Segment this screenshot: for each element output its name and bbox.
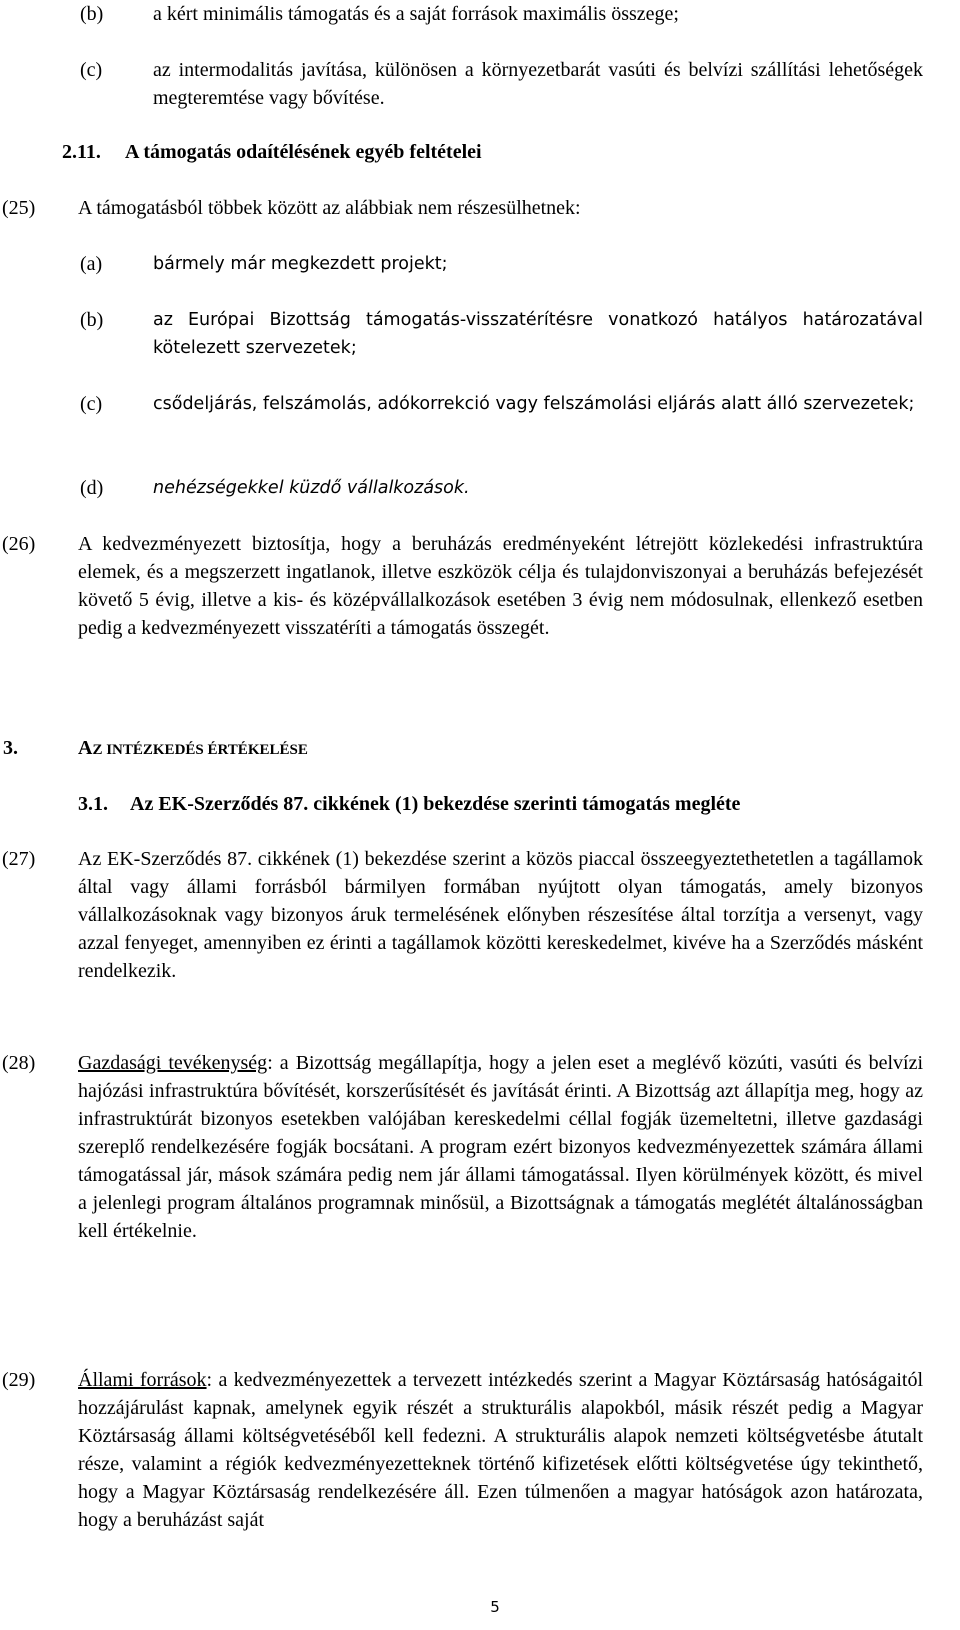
item-label: (b): [80, 309, 104, 331]
paragraph-text: A támogatásból többek között az alábbiak nem részesülhetnek:: [78, 197, 581, 219]
item-label: (d): [80, 477, 104, 499]
section-title: AZ INTÉZKEDÉS ÉRTÉKELÉSE: [78, 737, 308, 759]
section-number: 3.1.: [78, 793, 108, 815]
paragraph-text: Gazdasági tevékenység: a Bizottság megállapítja, hogy a jelen eset a meglévő közúti, vasúti és belvízi hajózási infrastruktúra bővítését, korszerűsítését és javítását érinti. A Bizottság azt állapítja meg, hogy az infrastruktúrát bizonyos esetekben valójában kereskedelmi céllal fogják üzemeltetni, illetve gazdasági szereplő rendelkezésére fogják bocsátani. A program ezért bizonyos kedvezményezettek számára állami támogatással jár, mások számára pedig nem jár állami támogatással. Ilyen körülmények között, és mivel a jelenlegi program általános programnak minősül, a Bizottságnak a támogatás meglétét általánosságban kell értékelnie.: [78, 1052, 923, 1242]
paragraph-number: (25): [2, 197, 36, 219]
paragraph-text: Az EK-Szerződés 87. cikkének (1) bekezdése szerint a közös piaccal összeegyeztethetetlen a tagállamok által vagy állami forrásból bármilyen formában nyújtott olyan támogatás, amely bizonyos vállalkozásoknak vagy bizonyos áruk termelésének előnyben részesítése által torzítja a versenyt, vagy azzal fenyeget, amennyiben ez érinti a tagállamok közötti kereskedelmet, kivéve ha a Szerződés másként rendelkezik.: [78, 848, 923, 982]
paragraph-heading: Állami források: [78, 1369, 207, 1391]
page-number: 5: [490, 1598, 500, 1616]
paragraph-text: A kedvezményezett biztosítja, hogy a beruházás eredményeként létrejött közlekedési infrastruktúra elemek, és a megszerzett ingatlanok, illetve eszközök célja és tulajdonviszonyai a beruházás befejezését követő 5 évig, illetve a kis- és középvállalkozások esetében 3 évig nem módosulnak, ellenkező esetben pedig a kedvezményezett visszatéríti a támogatás összegét.: [78, 533, 923, 639]
paragraph-heading: Gazdasági tevékenység: [78, 1052, 268, 1074]
item-label: (c): [80, 393, 103, 415]
section-number: 3.: [3, 737, 18, 759]
item-text: az Európai Bizottság támogatás-visszatérítésre vonatkozó hatályos határozatával kötelezett szervezetek;: [153, 310, 923, 358]
paragraph-number: (26): [2, 533, 36, 555]
paragraph-number: (27): [2, 848, 36, 870]
item-text: bármely már megkezdett projekt;: [153, 254, 448, 274]
paragraph-number: (28): [2, 1052, 36, 1074]
section-number: 2.11.: [62, 141, 101, 163]
item-label: (b): [80, 3, 104, 25]
item-text: nehézségekkel küzdő vállalkozások.: [153, 478, 470, 498]
item-text: az intermodalitás javítása, különösen a környezetbarát vasúti és belvízi szállítási lehetőségek megteremtése vagy bővítése.: [153, 59, 923, 109]
paragraph-number: (29): [2, 1369, 36, 1391]
item-text: csődeljárás, felszámolás, adókorrekció vagy felszámolási eljárás alatt álló szervezetek;: [153, 394, 915, 414]
paragraph-text: Állami források: a kedvezményezettek a tervezett intézkedés szerint a Magyar Köztársaság hatóságaitól hozzájárulást kapnak, amelynek egyik részét a strukturális alapokból, másik részét pedig a Magyar Köztársaság állami költségvetéséből kell fedezni. A strukturális alapok nemzeti költségvetésbe átutalt része, valamint a régiók kedvezményezetteknek történő kifizetések előtti költségvetése úgy tekinthető, hogy a Magyar Köztársaság rendelkezésére áll. Ezen túlmenően a magyar hatóságok azon határozata, hogy a beruházást saját: [78, 1369, 923, 1531]
section-title: Az EK-Szerződés 87. cikkének (1) bekezdése szerinti támogatás megléte: [130, 793, 741, 815]
item-label: (a): [80, 253, 103, 275]
item-label: (c): [80, 59, 103, 81]
item-text: a kért minimális támogatás és a saját források maximális összege;: [153, 3, 679, 25]
section-title: A támogatás odaítélésének egyéb feltételei: [125, 141, 482, 163]
